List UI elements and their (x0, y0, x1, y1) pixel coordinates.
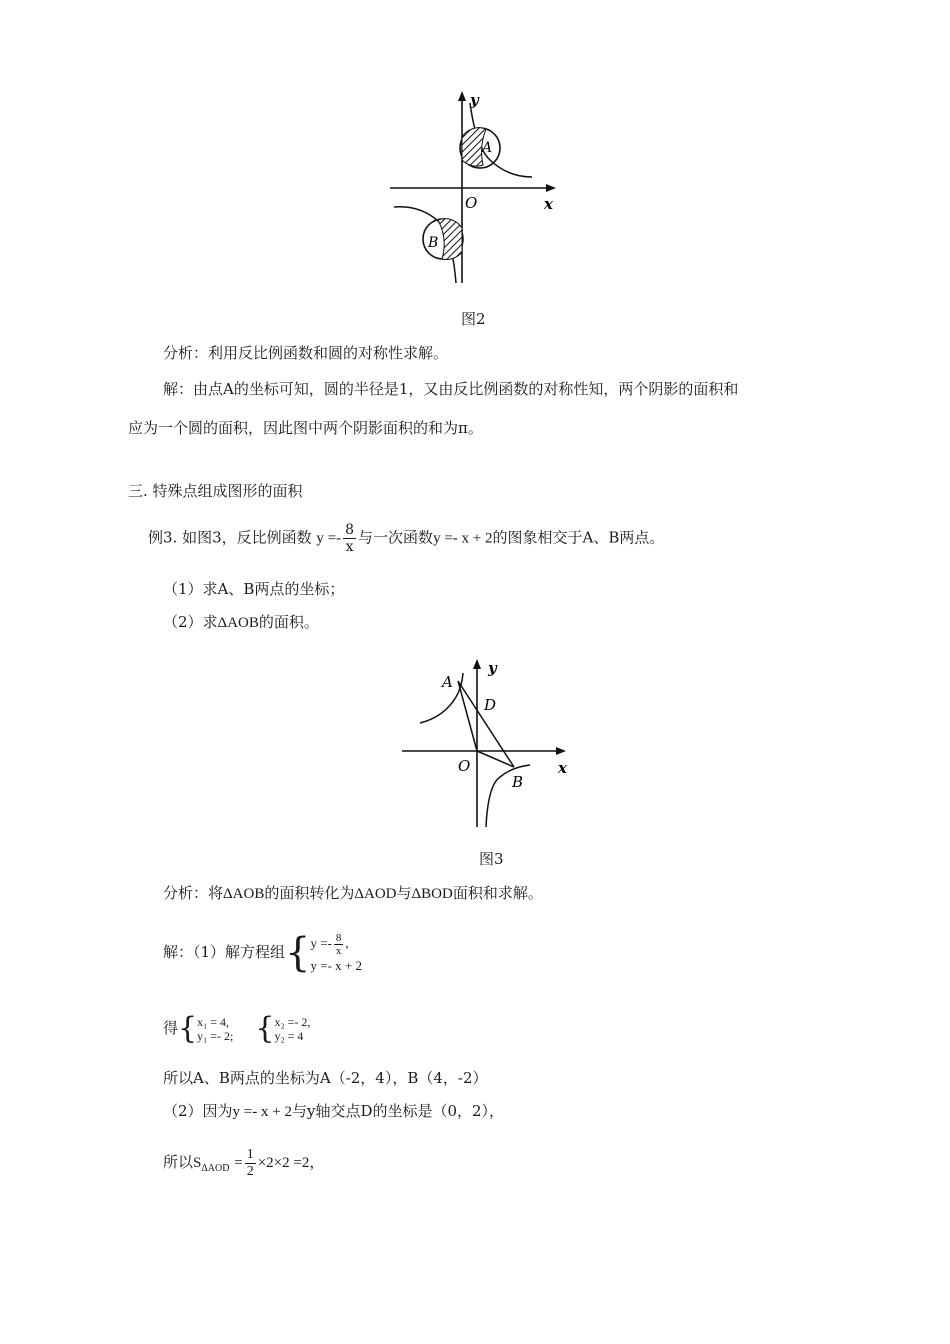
result (163, 1008, 310, 1049)
figure-2-caption: 图2 (461, 310, 486, 328)
example-3-prefix: 例3. 如图3，反比例函数 (148, 528, 312, 547)
area-symbol: S (193, 1155, 202, 1171)
axis-label-y: y (488, 659, 497, 677)
x-arrow (556, 747, 566, 755)
solution-2-prefix: 解：（1）解方程组 (163, 943, 286, 961)
example-3 (148, 522, 664, 555)
example-3-middle: 与一次函数 (358, 528, 434, 547)
coordinates-line: 所以A、B两点的坐标为A（-2，4），B（4，-2） (163, 1069, 488, 1087)
analysis-2-mid-1: 的面积转化为 (264, 884, 355, 902)
question-1: （1）求A、B两点的坐标； (163, 580, 345, 598)
solution-1-line-2: 应为一个圆的面积，因此图中两个阴影面积的和为π。 (128, 419, 483, 437)
result-brace-2: { (255, 1011, 275, 1046)
solution-set-1-x: x₁ = 4, (197, 1015, 230, 1029)
equation-2: y =- x + 2 (310, 957, 362, 973)
analysis-2-prefix: 分析：将 (163, 884, 224, 902)
example-3-suffix: 的图象相交于A、B两点。 (492, 528, 665, 547)
question-2-triangle: ΔAOB (217, 615, 259, 631)
equation-1-fraction (334, 932, 344, 957)
part-2-prefix: （2）因为 (163, 1102, 233, 1120)
area-numerator: 1 (246, 1146, 254, 1162)
analysis-2-mid-2: 与 (396, 884, 412, 902)
analysis-1: 分析：利用反比例函数和圆的对称性求解。 (163, 344, 449, 362)
figure-2 (380, 85, 570, 290)
part-2-suffix: 与y轴交点D的坐标是（0，2）， (291, 1102, 505, 1120)
solution-set-1-y: y₁ =- 2; (197, 1029, 234, 1043)
origin-label: O (465, 194, 478, 212)
origin-label: O (458, 757, 471, 775)
result-prefix: 得 (163, 1019, 179, 1037)
solution-2 (163, 930, 362, 975)
equation-1-end: , (345, 934, 349, 950)
equation-1-numerator: 8 (335, 931, 342, 944)
triangle-aob: ΔAOB (223, 886, 265, 902)
area-end: ， (309, 1153, 325, 1171)
point-label-b: B (512, 773, 524, 791)
area-equals: = (234, 1155, 243, 1171)
point-label-a: A (442, 673, 453, 691)
figure-3 (400, 655, 580, 835)
axis-label-x: x (558, 759, 567, 777)
y-arrow (473, 659, 481, 669)
question-2 (163, 612, 319, 633)
area-subscript: ΔAOD (201, 1163, 230, 1174)
solution-set-2 (274, 1015, 310, 1043)
question-2-prefix: （2）求 (163, 613, 218, 631)
equation-system (311, 932, 363, 975)
triangle-bod: ΔBOD (411, 886, 453, 902)
area-fraction (245, 1147, 256, 1180)
part-2 (163, 1101, 504, 1122)
function-1-denominator: x (345, 539, 354, 555)
triangle-aod: ΔAOD (354, 886, 397, 902)
point-label-d: D (484, 696, 497, 714)
function-1-fraction (343, 522, 356, 555)
function-1-lhs: y =- (316, 530, 342, 547)
axis-label-y: y (470, 91, 479, 109)
area-denominator: 2 (246, 1163, 254, 1179)
part-2-function: y =- x + 2 (232, 1104, 292, 1120)
hyperbola-branch-2 (486, 765, 530, 827)
area-prefix: 所以 (163, 1153, 194, 1171)
figure-3-caption: 图3 (479, 850, 504, 868)
result-brace-1: { (178, 1011, 198, 1046)
axis-label-x: x (544, 195, 553, 213)
analysis-2-suffix: 面积和求解。 (452, 884, 543, 902)
analysis-2 (163, 883, 543, 904)
function-2: y =- x + 2 (433, 530, 493, 547)
point-label-b: B (428, 235, 439, 251)
segment-oa (458, 681, 477, 751)
equation-1 (311, 932, 363, 957)
system-brace: { (285, 930, 311, 976)
point-label-a: A (482, 140, 493, 156)
shade-b (438, 219, 462, 260)
solution-set-1 (197, 1015, 233, 1043)
solution-set-2-x: x₂ =- 2, (274, 1015, 311, 1029)
section-3-title: 三. 特殊点组成图形的面积 (128, 482, 303, 500)
equation-1-lhs: y =- (310, 934, 332, 950)
x-arrow (546, 184, 556, 192)
equation-1-denominator: x (335, 944, 342, 957)
area-line (163, 1142, 324, 1189)
function-1-numerator: 8 (345, 522, 355, 538)
solution-1-line-1: 解：由点A的坐标可知，圆的半径是1，又由反比例函数的对称性知，两个阴影的面积和 (163, 380, 739, 398)
area-rest: ×2×2 =2 (257, 1155, 310, 1171)
y-arrow (458, 91, 466, 101)
solution-set-2-y: y₂ = 4 (274, 1029, 304, 1043)
question-2-suffix: 的面积。 (258, 613, 319, 631)
